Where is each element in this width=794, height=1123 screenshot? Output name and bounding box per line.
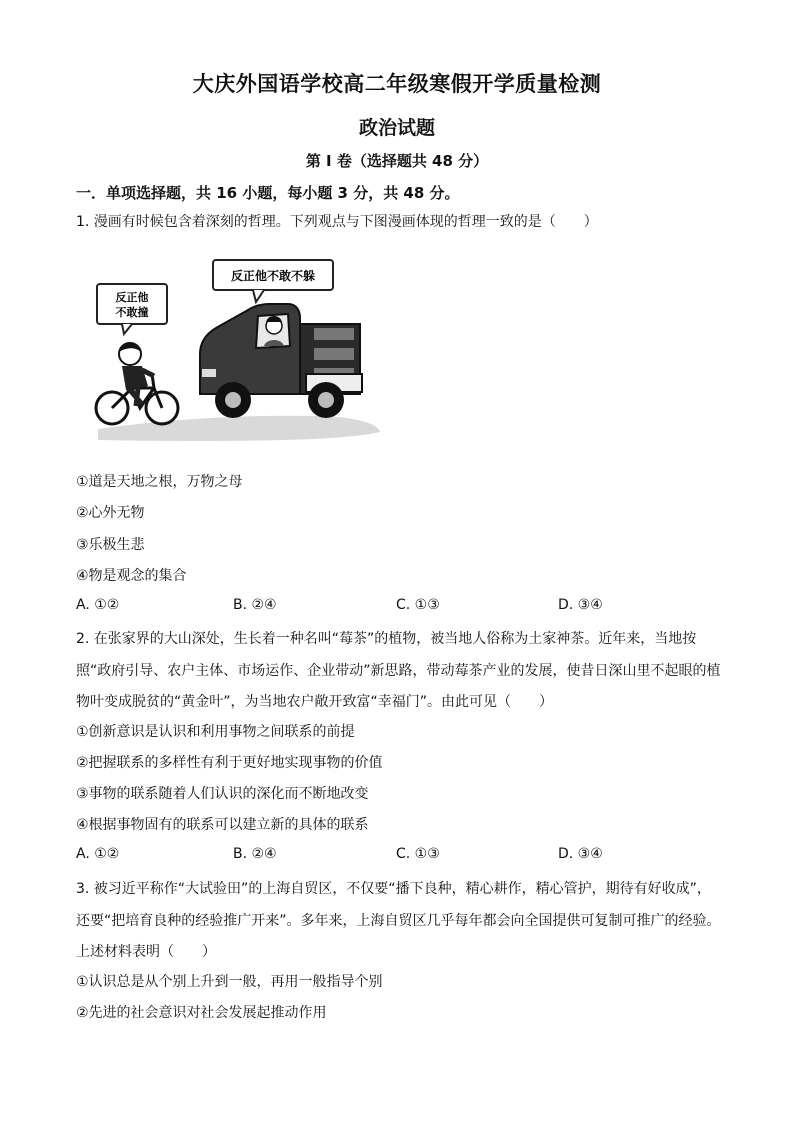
cargo-stripe — [314, 348, 354, 360]
subject-title: 政治试题 — [358, 117, 435, 139]
q2-option-2: ②把握联系的多样性有利于更好地实现事物的价值 — [76, 755, 383, 771]
q2-choice-c: C. ①③ — [396, 846, 440, 862]
q1-option-1: ①道是天地之根，万物之母 — [76, 474, 243, 490]
q1-option-2: ②心外无物 — [76, 505, 145, 521]
q3-option-2: ②先进的社会意识对社会发展起推动作用 — [76, 1005, 327, 1021]
q2-choice-d: D. ③④ — [558, 846, 603, 862]
question-3-stem: 3. 被习近平称作“大试验田”的上海自贸区，不仅要“播下良种，精心耕作，精心管护，期待有好收成”，还要“把培育良种的经验推广开来”。多年来，上海自贸区几乎每年都会向全国提供可复制可推广的经验。上述材料表明（ ） — [76, 881, 721, 960]
q1-choice-c: C. ①③ — [396, 597, 440, 613]
question-2-stem: 2. 在张家界的大山深处，生长着一种名叫“莓茶”的植物，被当地人俗称为土家神茶。近年来，当地按照“政府引导、农户主体、市场运作、企业带动”新思路，带动莓茶产业的发展，使昔日深山里不起眼的植物叶变成脱贫的“黄金叶”，为当地农户敞开致富“幸福门”。由此可见（ ） — [76, 631, 721, 710]
q1-choice-a: A. ①② — [76, 597, 120, 613]
q2-answer-choices — [76, 846, 721, 866]
q2-choice-b: B. ②④ — [233, 846, 277, 862]
volume-title: 第 I 卷（选择题共 48 分） — [305, 152, 489, 170]
q1-option-4: ④物是观念的集合 — [76, 568, 187, 584]
ground-shadow — [98, 416, 380, 441]
q1-option-3: ③乐极生悲 — [76, 537, 145, 553]
truck-bubble-text: 反正他不敢不躲 — [230, 269, 316, 283]
truck-bubble-tail — [253, 290, 264, 302]
cyclist-bubble-tail — [122, 324, 132, 334]
q2-option-4: ④根据事物固有的联系可以建立新的具体的联系 — [76, 817, 369, 833]
cyclist-bubble-line1: 反正他 — [115, 291, 149, 304]
section-heading: 一．单项选择题，共 16 小题，每小题 3 分，共 48 分。 — [76, 184, 460, 202]
q2-option-3: ③事物的联系随着人们认识的深化而不断地改变 — [76, 786, 369, 802]
cartoon-illustration — [88, 254, 388, 444]
cargo-stripe — [314, 328, 354, 340]
q2-choice-a: A. ①② — [76, 846, 120, 862]
exam-title: 大庆外国语学校高二年级寒假开学质量检测 — [192, 72, 602, 96]
truck-front-hub — [225, 392, 241, 408]
q3-option-1: ①认识总是从个别上升到一般，再用一般指导个别 — [76, 974, 383, 990]
q1-choice-d: D. ③④ — [558, 597, 603, 613]
cyclist-bubble-line2: 不敢撞 — [115, 306, 149, 319]
q1-choice-b: B. ②④ — [233, 597, 277, 613]
cyclist-legs — [128, 388, 142, 406]
q1-answer-choices — [76, 597, 721, 617]
question-1-stem: 1. 漫画有时候包含着深刻的哲理。下列观点与下图漫画体现的哲理一致的是（ ） — [76, 214, 598, 230]
q2-option-1: ①创新意识是认识和利用事物之间联系的前提 — [76, 724, 355, 740]
headlight — [202, 369, 216, 377]
truck-rear-hub — [318, 392, 334, 408]
